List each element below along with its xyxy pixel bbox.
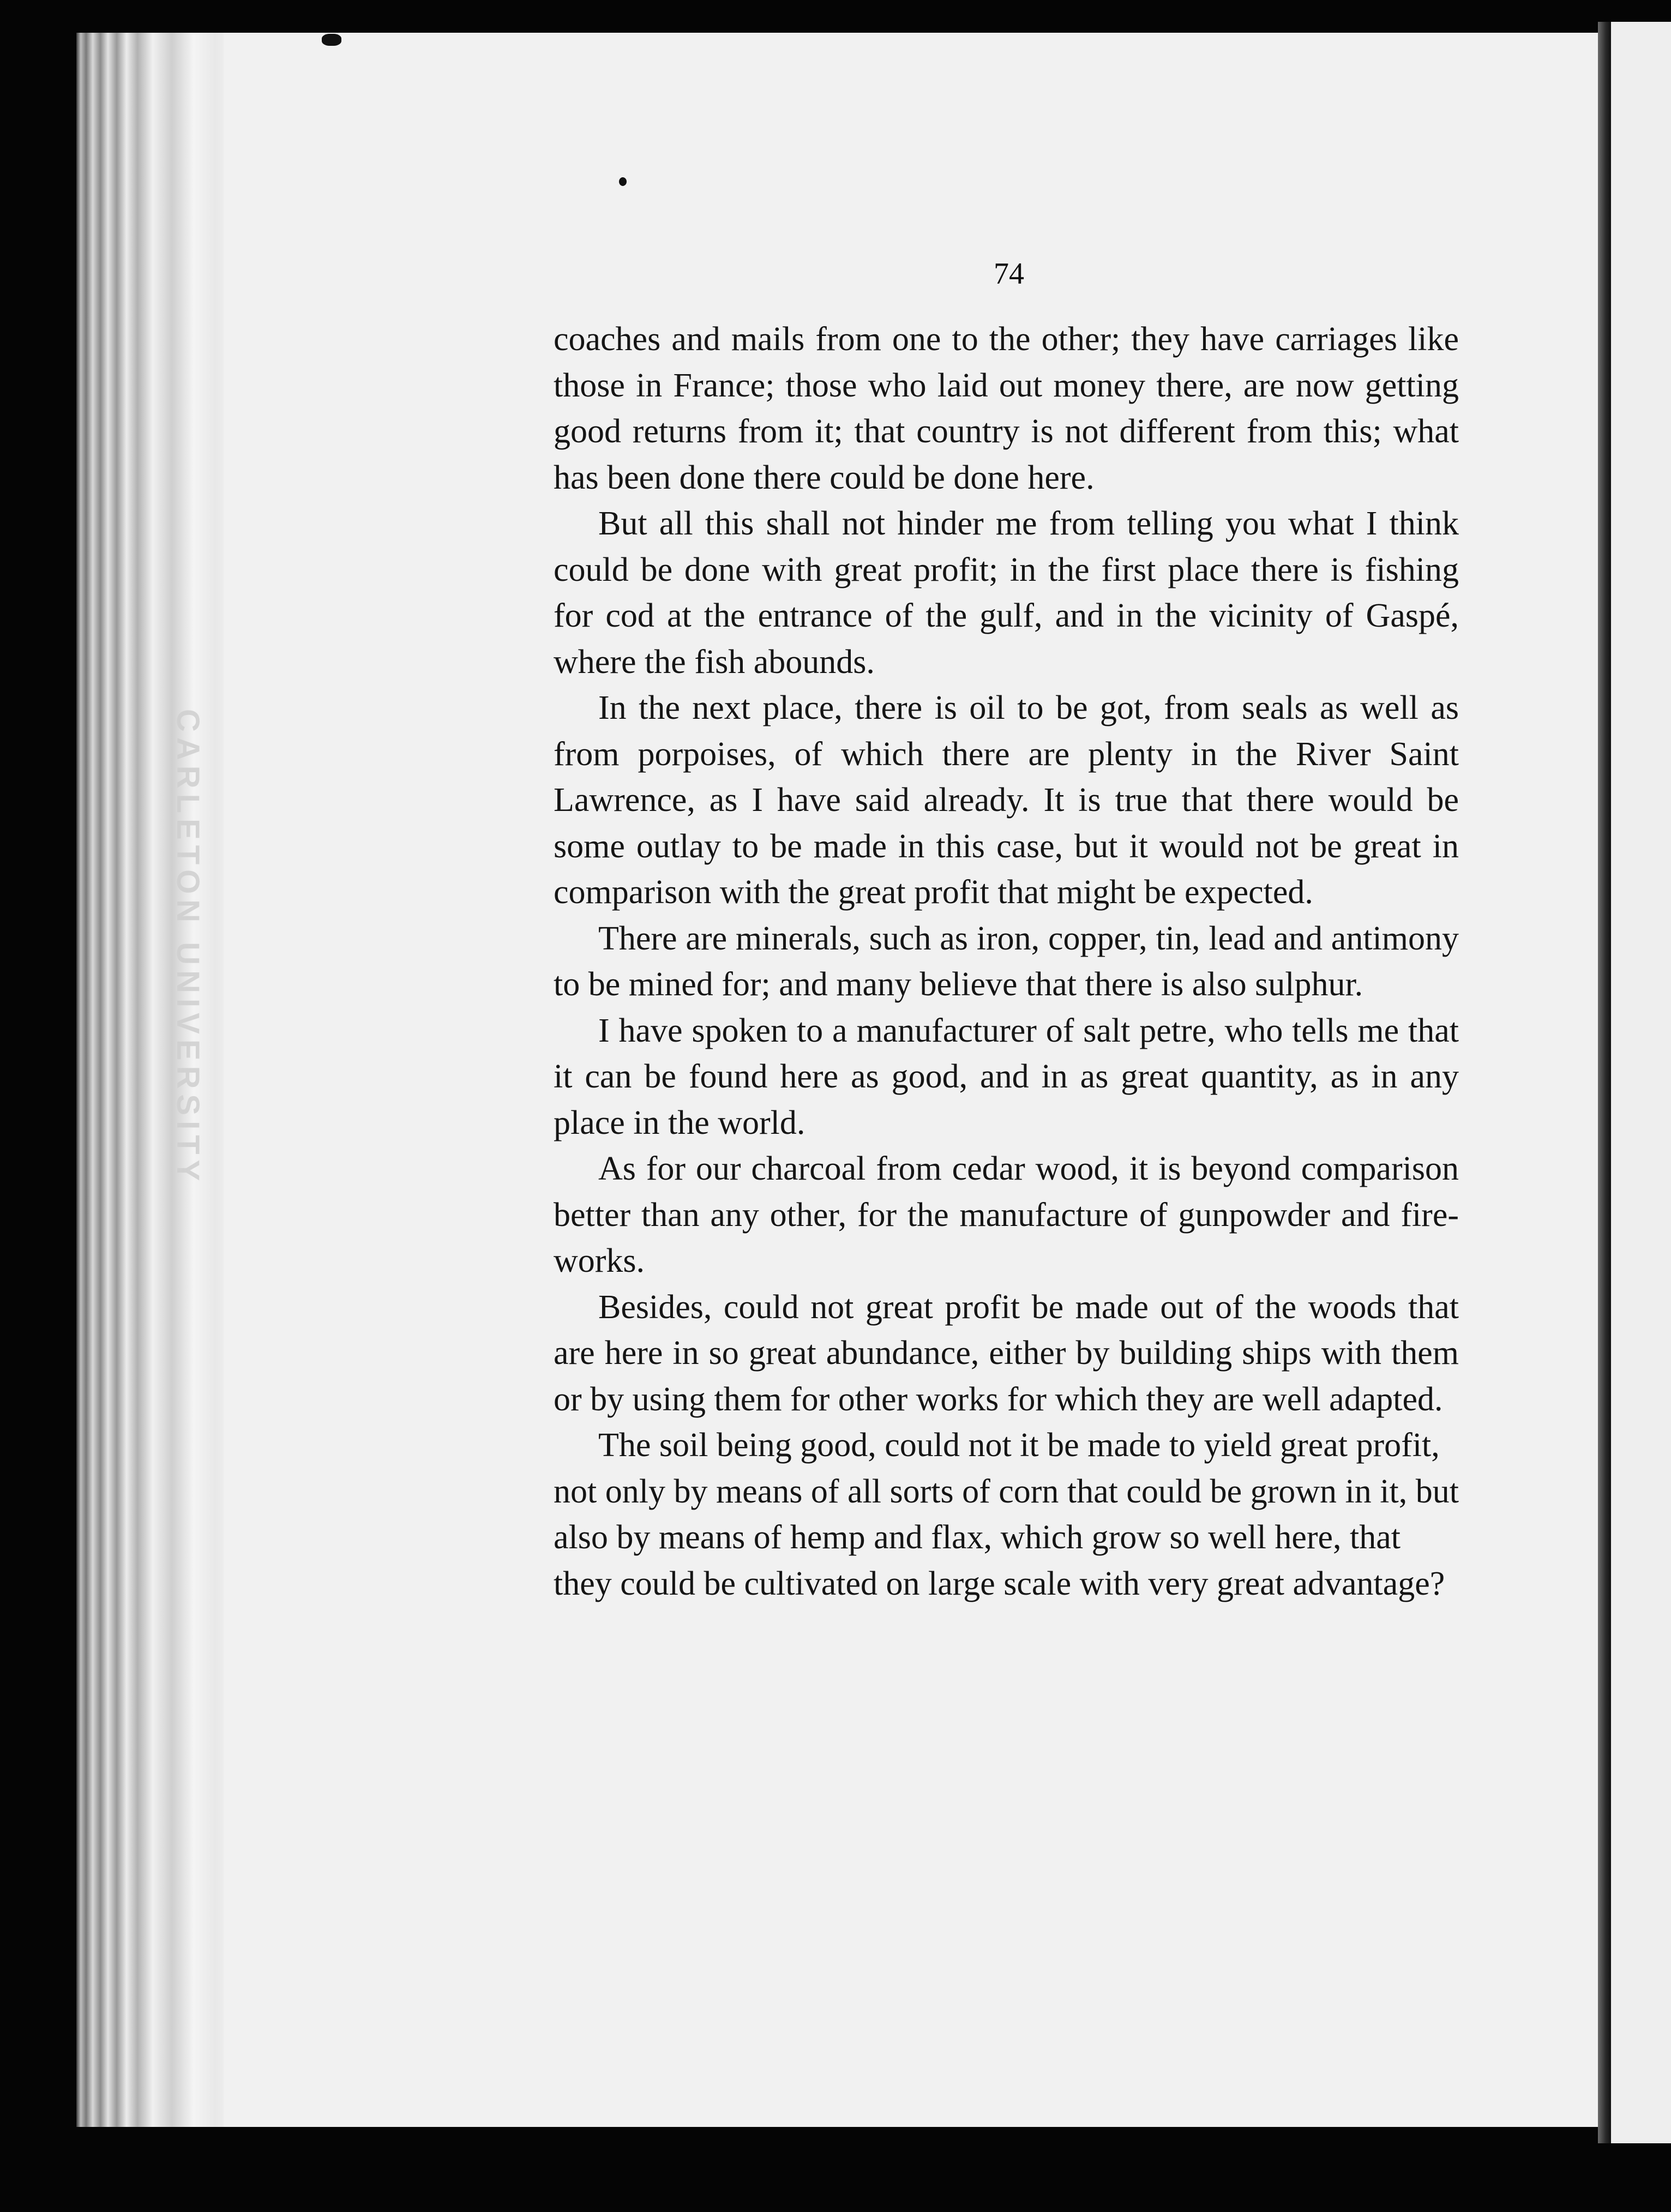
page-edges <box>76 33 235 2127</box>
paragraph: In the next place, there is oil to be got, from seals as well as from porpoises, of which there are plenty in the River Saint Lawrence, as I have said already. It is true that there would be some outlay to be made in this case, but it would not be great in comparison with the great profit that might be expected. <box>554 689 1459 911</box>
page-number: 74 <box>994 257 1024 291</box>
paragraph: As for our charcoal from cedar wood, it is beyond comparison better than any other, for the manufacture of gunpowder and fire-works. <box>554 1150 1459 1279</box>
body-text <box>554 316 1459 1607</box>
ink-speck <box>619 177 627 186</box>
paragraph: There are minerals, such as iron, copper, tin, lead and antimony to be mined for; and many believe that there is also sulphur. <box>554 919 1459 1003</box>
paragraph: But all this shall not hinder me from telling you what I think could be done with great profit; in the first place there is fishing for cod at the entrance of the gulf, and in the vicinity of Gaspé, where the fish abounds. <box>554 505 1459 681</box>
facing-page-edge <box>1611 22 1671 2143</box>
paragraph: The soil being good, could not it be made to yield great profit, not only by means of all sorts of corn that could be grown in it, but also by means of hemp and flax, which grow so well here, that they could be cultivated on large scale with very great advantage? <box>554 1427 1459 1602</box>
page-gutter <box>1598 22 1611 2143</box>
paragraph: I have spoken to a manufacturer of salt petre, who tells me that it can be found here as good, and in as great quantity, as in any place in the world. <box>554 1012 1459 1141</box>
paragraph: coaches and mails from one to the other; they have carriages like those in France; those who laid out money there, are now getting good returns from it; that country is not different from this; what has been done there could be done here. <box>554 321 1459 496</box>
ink-speck <box>322 34 341 46</box>
library-edge-stamp: CARLETON UNIVERSITY <box>170 709 206 1187</box>
paragraph: Besides, could not great profit be made out of the woods that are here in so great abundance, either by building ships with them or by using them for other works for which they are well adapted. <box>554 1288 1459 1418</box>
